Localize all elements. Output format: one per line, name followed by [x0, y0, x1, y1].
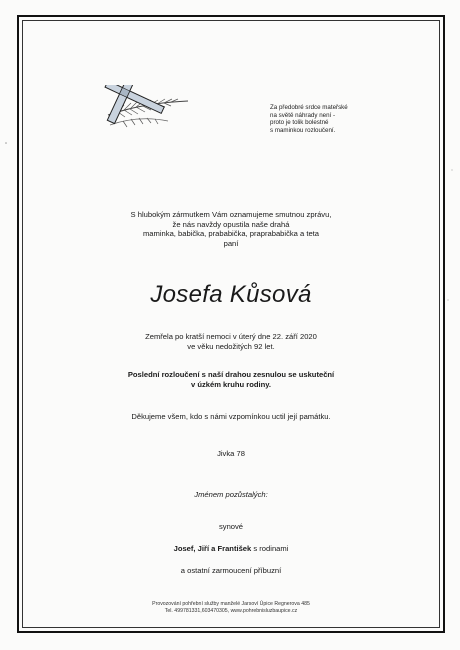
with-families: s rodinami: [251, 544, 289, 553]
address: Jivka 78: [217, 449, 245, 458]
quote-line: na světě náhrady není -: [270, 111, 336, 119]
on-behalf-label: Jménem pozůstalých:: [194, 490, 268, 499]
death-notice: [22, 332, 440, 352]
intro-line: že nás navždy opustila naše drahá: [172, 219, 290, 229]
intro-line: paní: [223, 238, 239, 248]
sons-names: Josef, Jiří a František: [173, 544, 252, 553]
mourners-names: [22, 544, 440, 553]
announcement-intro: [22, 210, 440, 248]
quote-line: s maminkou rozloučení.: [270, 126, 336, 134]
funeral-service-footer: [22, 601, 440, 615]
farewell-notice: [22, 370, 440, 390]
intro-line: S hlubokým zármutkem Vám oznamujeme smutnou zprávu,: [130, 210, 332, 219]
footer-line: Provozování pohřební služby manželé Jarsoví Úpice Regnerova 485: [152, 601, 310, 607]
farewell-line: v úzkém kruhu rodiny.: [190, 380, 272, 389]
death-notice-line: Zemřela po kratší nemoci v úterý dne 22. září 2020: [145, 332, 317, 341]
farewell-line: Poslední rozloučení s naší drahou zesnulou se uskuteční: [127, 370, 335, 379]
cross-with-palm-icon: [88, 85, 193, 147]
quote-line: proto je tolik bolestné: [270, 119, 329, 127]
intro-line: maminka, babička, prababička, praprababička a teta: [142, 229, 320, 239]
quote-verse: [270, 104, 390, 134]
death-notice-line: ve věku nedožitých 92 let.: [187, 342, 275, 351]
sons-label: synové: [218, 522, 244, 531]
footer-line: Tel. 499781331,603470305, www.pohrebnisluzbaupice.cz: [164, 608, 298, 614]
other-relatives: a ostatní zarmoucení příbuzní: [180, 566, 282, 575]
thanks-text: Děkujeme všem, kdo s námi vzpomínkou uctil její památku.: [131, 412, 331, 421]
quote-line: Za předobré srdce mateřské: [270, 104, 348, 111]
deceased-name: Josefa Kůsová: [150, 281, 312, 308]
